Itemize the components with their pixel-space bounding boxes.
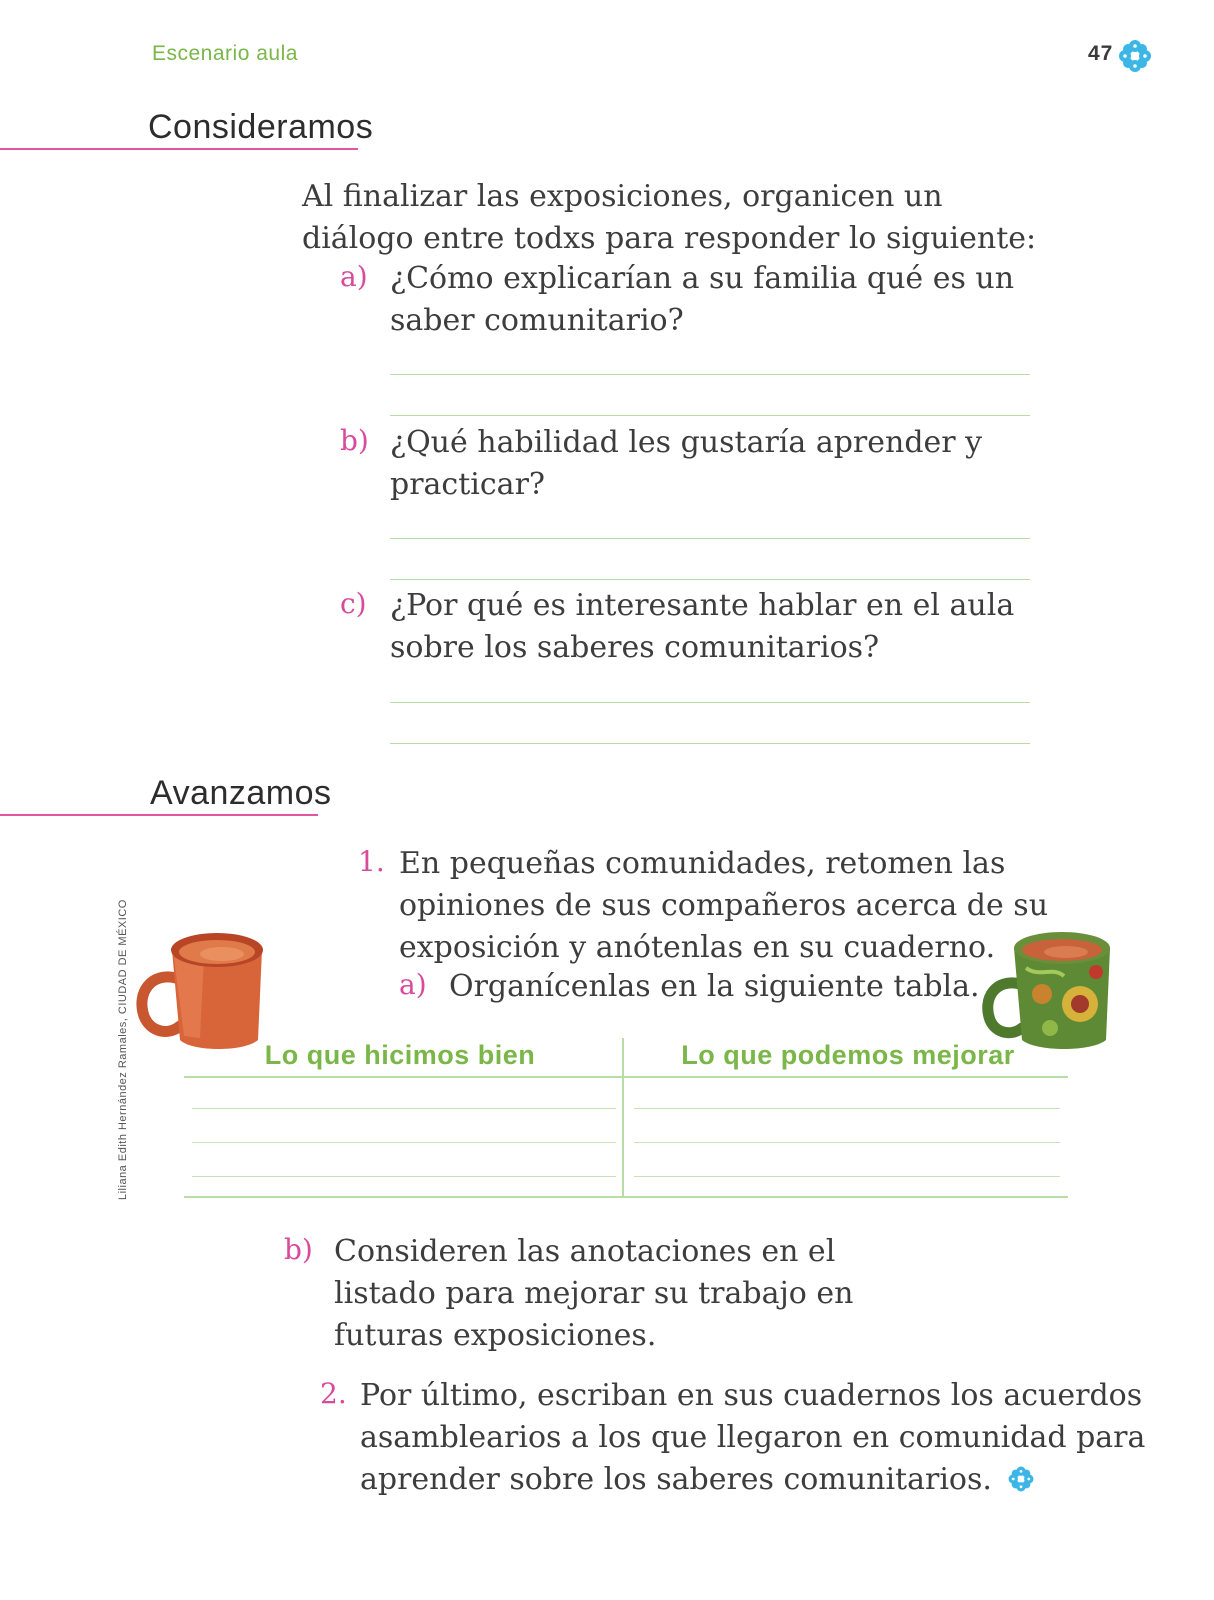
question-c [390, 585, 1050, 669]
item-line-text: aprender sobre los saberes comunitarios. [360, 1462, 992, 1497]
item-line: exposición y anótenlas en su cuaderno. [399, 930, 996, 965]
item-line: opiniones de sus compañeros acerca de su [399, 888, 1049, 923]
section-rule [0, 148, 358, 150]
table-entry-line-col1[interactable] [192, 1142, 616, 1143]
sub-a-text: Organícenlas en la siguiente tabla. [449, 969, 980, 1004]
table-entry-line-col1[interactable] [192, 1108, 616, 1109]
table-entry-line-col2[interactable] [634, 1142, 1060, 1143]
answer-line[interactable] [390, 702, 1030, 703]
section-title-avanzamos: Avanzamos [150, 774, 332, 812]
question-marker-c: c) [340, 587, 367, 620]
flower-emblem-icon [1117, 38, 1153, 74]
sub-b-line: futuras exposiciones. [334, 1318, 657, 1353]
question-line: ¿Cómo explicarían a su familia qué es un [390, 261, 1015, 296]
item-line: Por último, escriban en sus cuadernos los acuerdos [360, 1378, 1143, 1413]
illustration-credit: Liliana Edith Hernández Ramales, CIUDAD DE MÉXICO [117, 899, 129, 1200]
question-line: ¿Qué habilidad les gustaría aprender y [390, 425, 983, 460]
question-marker-b: b) [340, 424, 369, 457]
answer-line[interactable] [390, 579, 1030, 580]
page-number: 47 [1088, 42, 1114, 65]
answer-line[interactable] [390, 415, 1030, 416]
item-line: En pequeñas comunidades, retomen las [399, 846, 1006, 881]
answer-line[interactable] [390, 538, 1030, 539]
flower-emblem-icon [1007, 1463, 1035, 1505]
section-title-consideramos: Consideramos [148, 108, 374, 146]
intro-line: diálogo entre todxs para responder lo siguiente: [302, 221, 1037, 256]
item-marker-1: 1. [358, 845, 385, 878]
table-entry-line-col2[interactable] [634, 1108, 1060, 1109]
sub-marker-a: a) [399, 968, 427, 1001]
table-header-rule [184, 1076, 1068, 1078]
question-marker-a: a) [340, 260, 368, 293]
question-line: sobre los saberes comunitarios? [390, 630, 880, 665]
item-marker-2: 2. [320, 1377, 347, 1410]
table-header-col2: Lo que podemos mejorar [681, 1040, 1015, 1070]
intro-text [302, 176, 1042, 260]
item-line [360, 1459, 1200, 1505]
running-head: Escenario aula [152, 42, 298, 65]
answer-line[interactable] [390, 743, 1030, 744]
table-bottom-rule [184, 1196, 1068, 1198]
table-header-col1: Lo que hicimos bien [264, 1040, 536, 1070]
question-line: saber comunitario? [390, 303, 684, 338]
sub-b-line: listado para mejorar su trabajo en [334, 1276, 854, 1311]
section-rule [0, 814, 318, 816]
sub-b-text [334, 1231, 934, 1357]
painted-floral-mug-illustration [980, 928, 1118, 1056]
sub-marker-b: b) [284, 1233, 313, 1266]
table-entry-line-col2[interactable] [634, 1176, 1060, 1177]
item-2-text [360, 1375, 1200, 1505]
item-line: asamblearios a los que llegaron en comunidad para [360, 1420, 1146, 1455]
terracotta-mug-illustration [134, 928, 270, 1056]
sub-b-line: Consideren las anotaciones en el [334, 1234, 836, 1269]
table-column-divider [622, 1038, 624, 1198]
question-line: ¿Por qué es interesante hablar en el aula [390, 588, 1015, 623]
item-1-text [399, 843, 1059, 969]
question-line: practicar? [390, 467, 545, 502]
question-a [390, 258, 1050, 342]
answer-line[interactable] [390, 374, 1030, 375]
table-entry-line-col1[interactable] [192, 1176, 616, 1177]
intro-line: Al finalizar las exposiciones, organicen un [302, 179, 943, 214]
question-b [390, 422, 1050, 506]
